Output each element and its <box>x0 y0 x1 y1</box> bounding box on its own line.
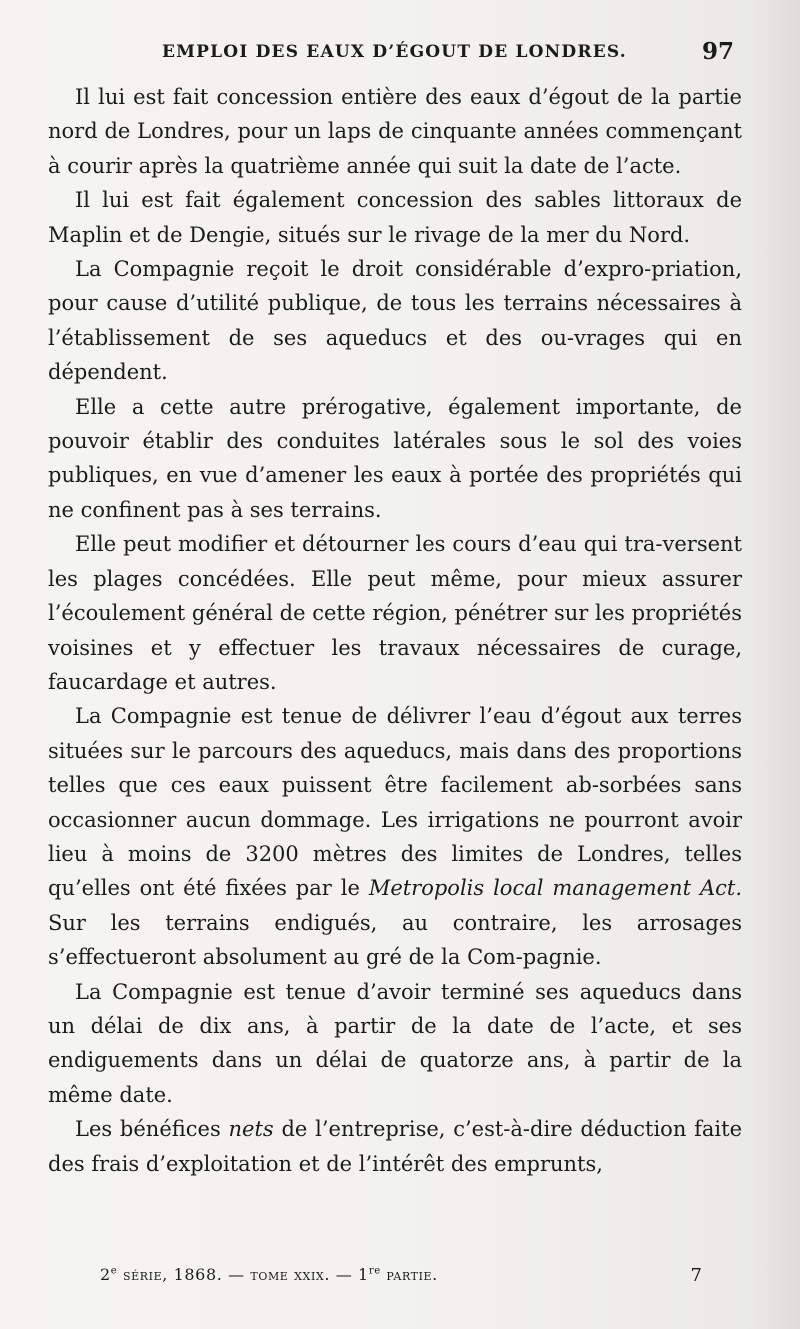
paragraph-text: de l’entreprise, c’est-à-dire déduction faite des frais d’exploitation et de l’intérêt des emprunts, <box>48 1117 743 1176</box>
series-superscript: e <box>110 1265 118 1277</box>
series-word: série <box>123 1265 163 1284</box>
paragraph: La Compagnie reçoit le droit considérable d’expro-priation, pour cause d’utilité publique, de tous les terrains nécessaires à l’établissement de ses aqueducs et des ou-vrages qui en dépendent. <box>48 257 742 385</box>
part-number: 1 <box>358 1265 369 1284</box>
paragraph <box>48 1112 742 1181</box>
page-footer <box>48 1265 738 1295</box>
page-header <box>48 36 738 76</box>
paragraph: Il lui est fait également concession des sables littoraux de Maplin et de Dengie, situés sur le rivage de la mer du Nord. <box>48 188 742 247</box>
paragraph-text: Sur les terrains endigués, au contraire, les arrosages s’effectueront absolument au gré de la Com-pagnie. <box>48 910 742 970</box>
italic-word: nets <box>228 1117 274 1142</box>
tome: tome xxix. <box>250 1265 331 1284</box>
page-shadow-edge <box>748 0 800 1329</box>
paragraph: La Compagnie est tenue d’avoir terminé ses aqueducs dans un délai de dix ans, à partir de la date de l’acte, et ses endiguements dans un délai de quatorze ans, à partir de la même date. <box>48 979 742 1107</box>
paragraph-text: Les bénéfices <box>75 1117 229 1142</box>
dash: — <box>335 1265 353 1284</box>
series-number: 2 <box>100 1265 111 1284</box>
paragraph: Elle peut modifier et détourner les cours d’eau qui tra-versent les plages concédées. Elle peut même, pour mieux assurer l’écoulement général de cette région, pénétrer sur les propriétés voisines et y effectuer les travaux nécessaires de curage, faucardage et autres. <box>48 532 742 694</box>
page-number: 97 <box>701 38 734 65</box>
year: , 1868. — <box>162 1265 245 1284</box>
paragraph <box>48 699 742 974</box>
part-word: partie. <box>386 1265 438 1284</box>
body-text <box>48 80 742 1181</box>
running-title: EMPLOI DES EAUX D’ÉGOUT DE LONDRES. <box>162 42 627 62</box>
sheet-number: 7 <box>690 1265 702 1286</box>
printer-signature <box>100 1265 438 1284</box>
paragraph: Il lui est fait concession entière des eaux d’égout de la partie nord de Londres, pour un laps de cinquante années commençant à courir après la quatrième année qui suit la date de l’acte. <box>48 85 742 178</box>
paragraph: Elle a cette autre prérogative, également importante, de pouvoir établir des conduites latérales sous le sol des voies publiques, en vue d’amener les eaux à portée des propriétés qui ne confinent pas à ses terrains. <box>48 394 742 522</box>
italic-act-title: Metropolis local management Act. <box>368 876 742 901</box>
part-superscript: re <box>368 1265 381 1277</box>
paragraph-text: La Compagnie est tenue de délivrer l’eau d’égout aux terres situées sur le parcours des aqueducs, mais dans des proportions telles que ces eaux puissent être facilement ab-sorbées sans occasionner aucun dommage. Les irrigations ne pourront avoir lieu à moins de 3200 mètres des limites de Londres, telles qu’elles ont été fixées par le <box>48 704 742 901</box>
